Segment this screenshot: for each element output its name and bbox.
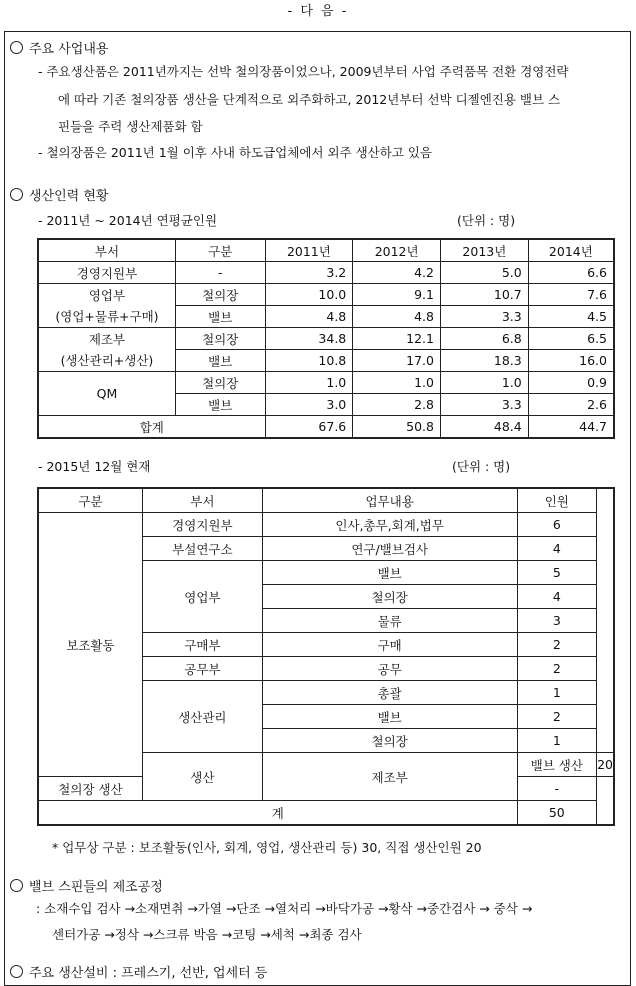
business-item-1-line-1: - 주요생산품은 2011년까지는 선박 철의장품이었으나, 2009년부터 사업 주력품목 전환 경영전략	[38, 64, 569, 79]
value-cell: 9.1	[353, 284, 441, 306]
dept-cell: (영업+물류+구매)	[38, 306, 175, 328]
value-cell: 3.3	[441, 306, 529, 328]
type-cell: 철의장	[175, 372, 265, 394]
count-cell: 5	[517, 561, 597, 585]
total-value-cell: 44.7	[528, 416, 614, 439]
annual-avg-unit: (단위 : 명)	[457, 213, 516, 228]
value-cell: 18.3	[441, 350, 529, 372]
dept-cell: 공무부	[142, 657, 262, 681]
current-staff-unit: (단위 : 명)	[452, 459, 511, 474]
header-cell: 부서	[142, 488, 262, 513]
header-cell: 2013년	[441, 239, 529, 262]
count-cell: 3	[517, 609, 597, 633]
total-label-cell: 합계	[38, 416, 265, 439]
work-cell: 철의장 생산	[38, 777, 142, 801]
dept-cell: 영업부	[142, 561, 262, 633]
header-cell: 인원	[517, 488, 597, 513]
dept-cell: 구매부	[142, 633, 262, 657]
count-cell: 2	[517, 633, 597, 657]
header-cell: 2011년	[265, 239, 353, 262]
value-cell: 3.3	[441, 394, 529, 416]
value-cell: 34.8	[265, 328, 353, 350]
dept-cell: 제조부	[38, 328, 175, 350]
value-cell: 10.0	[265, 284, 353, 306]
annual-avg-table	[37, 238, 615, 439]
type-cell: 철의장	[175, 328, 265, 350]
value-cell: 4.8	[353, 306, 441, 328]
type-cell: 밸브	[175, 350, 265, 372]
work-cell: 인사,총무,회계,법무	[262, 513, 517, 537]
count-cell: 20	[597, 753, 614, 777]
circle-bullet-icon	[10, 965, 23, 978]
dept-cell: 경영지원부	[142, 513, 262, 537]
section-equipment-title	[10, 962, 267, 981]
dept-cell: 경영지원부	[38, 262, 175, 284]
work-cell: 구매	[262, 633, 517, 657]
count-cell: 4	[517, 585, 597, 609]
value-cell: 6.6	[528, 262, 614, 284]
section-title-text: 주요 사업내용	[29, 42, 109, 57]
value-cell: 2.8	[353, 394, 441, 416]
dept-cell: (생산관리+생산)	[38, 350, 175, 372]
table-header-row	[38, 488, 614, 513]
header-cell: 구분	[175, 239, 265, 262]
count-cell: 2	[517, 705, 597, 729]
work-cell: 연구/밸브검사	[262, 537, 517, 561]
count-cell: 2	[517, 657, 597, 681]
dept-cell: 제조부	[262, 753, 517, 801]
value-cell: 4.5	[528, 306, 614, 328]
value-cell: 1.0	[441, 372, 529, 394]
table-row	[38, 328, 614, 350]
type-cell: 밸브	[175, 306, 265, 328]
dept-cell: 부설연구소	[142, 537, 262, 561]
count-cell: 1	[517, 681, 597, 705]
value-cell: 6.8	[441, 328, 529, 350]
business-item-1-line-2: 에 따라 기존 철의장품 생산을 단계적으로 외주화하고, 2012년부터 선박 디젤엔진용 밸브 스	[58, 92, 561, 107]
process-line-2: 센터가공 →정삭 →스크류 박음 →코팅 →세척 →최종 검사	[52, 927, 362, 942]
work-cell: 총괄	[262, 681, 517, 705]
count-cell: 1	[517, 729, 597, 753]
total-label-cell: 계	[38, 801, 517, 826]
value-cell: 3.2	[265, 262, 353, 284]
circle-bullet-icon	[10, 879, 23, 892]
value-cell: 0.9	[528, 372, 614, 394]
value-cell: 17.0	[353, 350, 441, 372]
value-cell: 10.8	[265, 350, 353, 372]
table-row	[38, 350, 614, 372]
work-cell: 공무	[262, 657, 517, 681]
total-value-cell: 50	[517, 801, 597, 826]
value-cell: 6.5	[528, 328, 614, 350]
circle-bullet-icon	[10, 41, 23, 54]
table-header-row	[38, 239, 614, 262]
value-cell: 12.1	[353, 328, 441, 350]
current-staff-table	[37, 487, 615, 826]
count-cell: 4	[517, 537, 597, 561]
table-row	[38, 284, 614, 306]
header-cell: 부서	[38, 239, 175, 262]
table-row	[38, 262, 614, 284]
category-cell: 생산	[142, 753, 262, 801]
staff-note: * 업무상 구분 : 보조활동(인사, 회계, 영업, 생산관리 등) 30, 직접 생산인원 20	[52, 840, 482, 855]
total-value-cell: 50.8	[353, 416, 441, 439]
value-cell: 4.2	[353, 262, 441, 284]
type-cell: -	[175, 262, 265, 284]
dept-cell: 영업부	[38, 284, 175, 306]
count-cell: 6	[517, 513, 597, 537]
total-value-cell: 48.4	[441, 416, 529, 439]
work-cell: 철의장	[262, 729, 517, 753]
section-workforce-title	[10, 185, 108, 204]
value-cell: 1.0	[353, 372, 441, 394]
table-row	[38, 372, 614, 394]
type-cell: 밸브	[175, 394, 265, 416]
business-item-1-line-3: 핀들을 주력 생산제품화 함	[58, 119, 203, 134]
work-cell: 철의장	[262, 585, 517, 609]
type-cell: 철의장	[175, 284, 265, 306]
section-business-title	[10, 38, 108, 57]
work-cell: 밸브	[262, 561, 517, 585]
header-cell: 2014년	[528, 239, 614, 262]
section-title-text: 주요 생산설비 : 프레스기, 선반, 업세터 등	[29, 966, 268, 981]
process-line-1: : 소재수입 검사 →소재면취 →가열 →단조 →열처리 →바닥가공 →황삭 →중간검사 → 중삭 →	[36, 901, 533, 916]
table-row	[38, 513, 614, 537]
value-cell: 4.8	[265, 306, 353, 328]
circle-bullet-icon	[10, 188, 23, 201]
table-row	[38, 306, 614, 328]
work-cell: 밸브	[262, 705, 517, 729]
header-cell: 구분	[38, 488, 142, 513]
annual-avg-label: - 2011년 ~ 2014년 연평균인원	[38, 213, 218, 228]
count-cell: -	[517, 777, 597, 801]
section-title-text: 밸브 스핀들의 제조공정	[29, 880, 163, 895]
total-value-cell: 67.6	[265, 416, 353, 439]
work-cell: 물류	[262, 609, 517, 633]
header-cell: 2012년	[353, 239, 441, 262]
header-cell: 업무내용	[262, 488, 517, 513]
value-cell: 5.0	[441, 262, 529, 284]
section-title-text: 생산인력 현황	[29, 189, 109, 204]
table-total-row	[38, 801, 614, 826]
dept-cell: QM	[38, 372, 175, 416]
current-staff-label: - 2015년 12월 현재	[38, 459, 151, 474]
section-process-title	[10, 876, 163, 895]
category-cell: 보조활동	[38, 513, 142, 777]
value-cell: 3.0	[265, 394, 353, 416]
table-total-row	[38, 416, 614, 439]
dept-cell: 생산관리	[142, 681, 262, 753]
business-item-2-line-1: - 철의장품은 2011년 1월 이후 사내 하도급업체에서 외주 생산하고 있음	[38, 145, 432, 160]
value-cell: 2.6	[528, 394, 614, 416]
page-heading: - 다 음 -	[287, 4, 349, 19]
value-cell: 10.7	[441, 284, 529, 306]
value-cell: 7.6	[528, 284, 614, 306]
work-cell: 밸브 생산	[517, 753, 597, 777]
value-cell: 16.0	[528, 350, 614, 372]
value-cell: 1.0	[265, 372, 353, 394]
